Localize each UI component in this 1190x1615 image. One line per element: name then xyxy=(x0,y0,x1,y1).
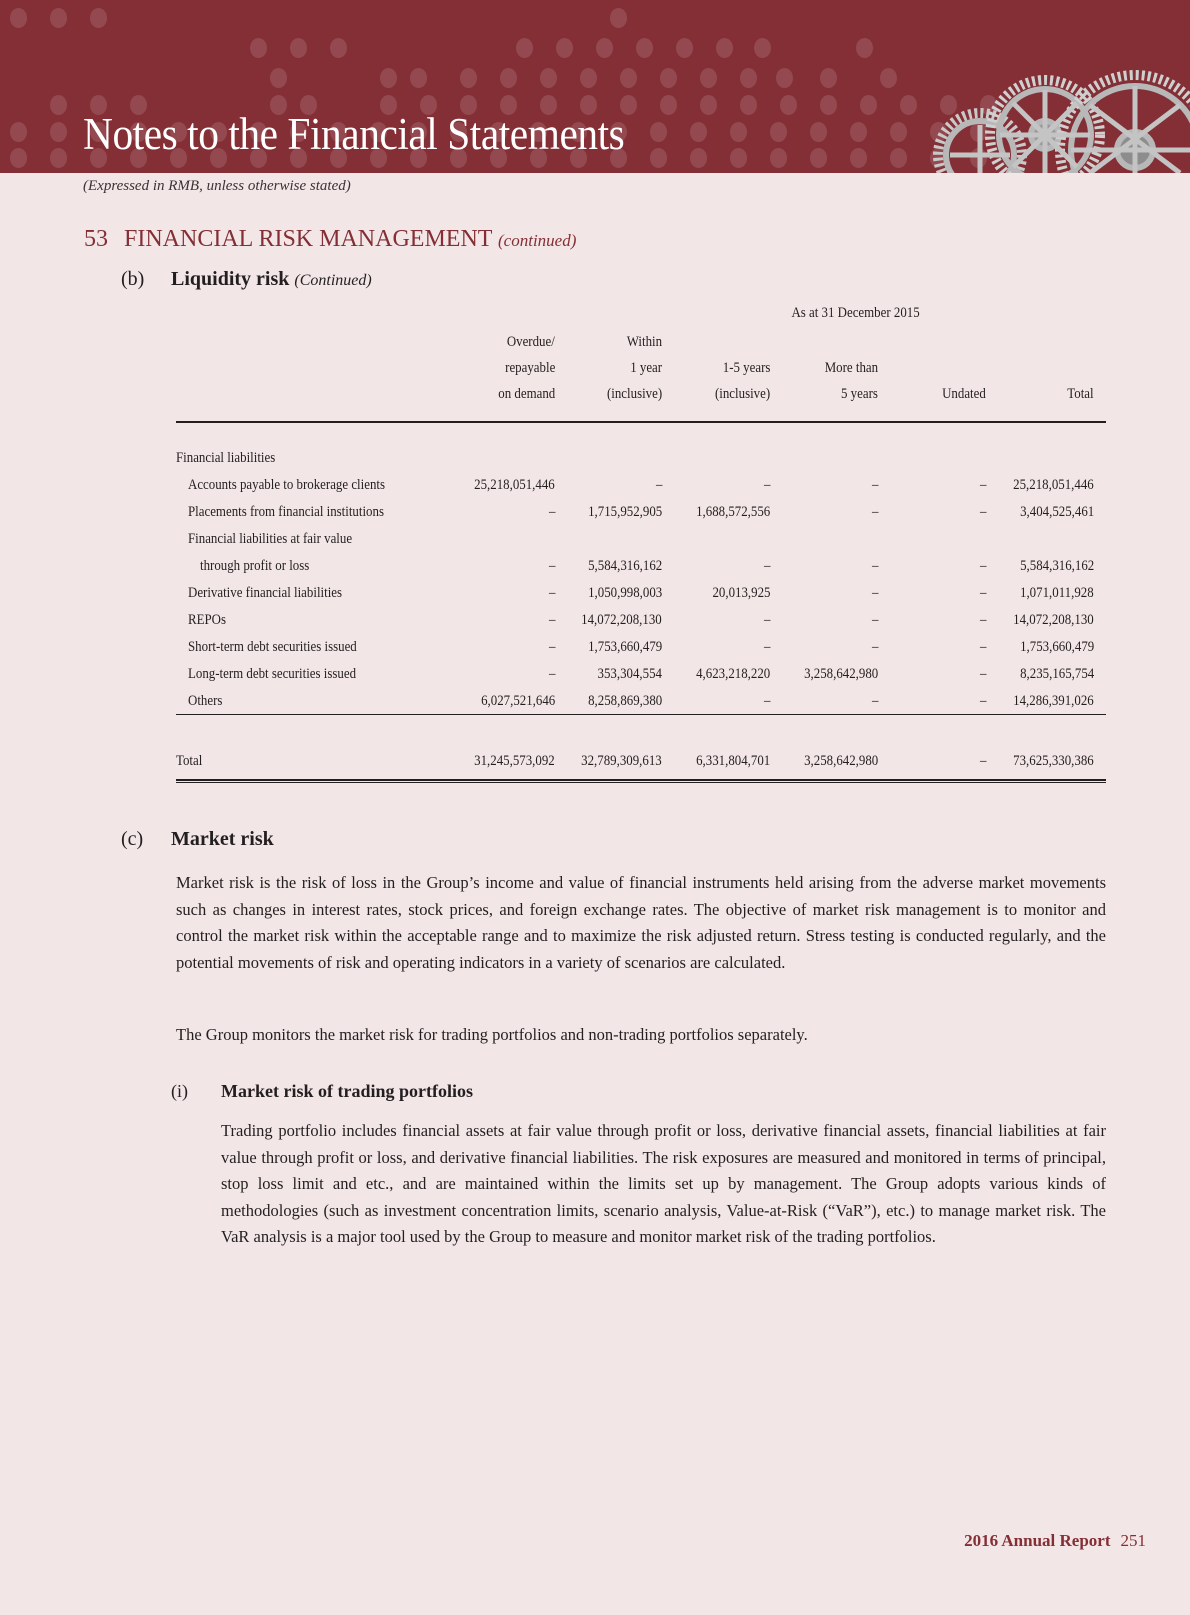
decorative-dot xyxy=(770,148,787,168)
row-label-text: through profit or loss xyxy=(200,558,310,574)
cell-value: 3,258,642,980 xyxy=(803,753,878,769)
decorative-dot xyxy=(540,68,557,88)
group-label xyxy=(176,450,291,467)
cell-value: 6,331,804,701 xyxy=(695,753,770,769)
cell-value: – xyxy=(548,558,555,574)
decorative-dot xyxy=(730,122,747,142)
column-header-line xyxy=(706,381,770,407)
table-cell xyxy=(703,585,771,602)
cell-value: 31,245,573,092 xyxy=(474,753,555,769)
decorative-dot xyxy=(780,95,797,115)
subsection-c-heading xyxy=(121,828,274,851)
cell-value: – xyxy=(979,477,986,493)
decorative-dot xyxy=(500,68,517,88)
period-text: As at 31 December 2015 xyxy=(791,305,921,321)
column-header-line xyxy=(715,355,770,381)
table-cell xyxy=(871,504,879,521)
table-cell xyxy=(461,753,555,770)
table-period xyxy=(706,305,1006,322)
table-cell xyxy=(979,558,987,575)
table-cell xyxy=(1008,666,1094,683)
cell-value: – xyxy=(763,693,770,709)
decorative-dot xyxy=(856,38,873,58)
decorative-dot xyxy=(620,68,637,88)
decorative-dot xyxy=(690,122,707,142)
table-row xyxy=(176,585,1106,611)
column-header-line xyxy=(489,381,555,407)
decorative-dot xyxy=(850,148,867,168)
column-header-text: repayable xyxy=(504,360,555,376)
decorative-dot xyxy=(676,38,693,58)
cell-value: – xyxy=(979,753,986,769)
section-title: FINANCIAL RISK MANAGEMENT xyxy=(124,226,493,252)
table-cell xyxy=(548,504,556,521)
table-cell xyxy=(979,753,987,770)
table-cell xyxy=(871,585,879,602)
decorative-dot xyxy=(610,8,627,28)
row-label xyxy=(188,531,379,548)
decorative-dot xyxy=(460,68,477,88)
table-cell xyxy=(576,558,662,575)
table-row xyxy=(176,666,1106,692)
cell-value: – xyxy=(871,504,878,520)
cell-value: 20,013,925 xyxy=(711,585,770,601)
row-label xyxy=(188,585,367,602)
decorative-dot xyxy=(290,38,307,58)
table-cell xyxy=(548,585,556,602)
decorative-dot xyxy=(880,68,897,88)
table-cell xyxy=(469,693,555,710)
trading-portfolio-paragraph: Trading portfolio includes financial assets at fair value through profit or loss, derivative financial assets, financial liabilities at fair value through profit or loss, and derivative financial liabilities. The risk exposures are measured and monitored in terms of principal, stop loss limit and etc., and are maintained within the limits set up by management. The Group adopts various kinds of methodologies (such as investment concentration limits, scenario analysis, Value-at-Risk (“VaR”), etc.) to manage market risk. The VaR analysis is a major tool used by the Group to measure and monitor market risk of the trading portfolios. xyxy=(221,1121,1106,1246)
column-header-text: Overdue/ xyxy=(507,334,555,350)
column-header-line xyxy=(499,329,555,355)
gears-icon xyxy=(910,40,1190,173)
decorative-dot xyxy=(820,95,837,115)
section-number: 53 xyxy=(84,226,108,252)
table-cell xyxy=(548,666,556,683)
decorative-dot xyxy=(380,68,397,88)
column-header-text: on demand xyxy=(498,386,555,402)
column-header-line xyxy=(598,381,662,407)
table-cell xyxy=(979,666,987,683)
decorative-dot xyxy=(50,95,67,115)
row-label xyxy=(188,639,384,656)
table-cell xyxy=(684,666,770,683)
table-cell xyxy=(871,558,879,575)
decorative-dot xyxy=(50,122,67,142)
table-cell xyxy=(576,693,662,710)
market-risk-paragraph: Market risk is the risk of loss in the Group’s income and value of financial instruments held arising from the adverse market movements such as changes in interest rates, stock prices, and foreign exchange rates. The objective of market risk management is to monitor and control the market risk within the acceptable range and to maximize the risk adjusted return. Stress testing is conducted regularly, and the potential movements of risk and operating indicators in a variety of scenarios are calculated. xyxy=(176,873,1106,972)
decorative-dot xyxy=(90,8,107,28)
row-label-text: Long-term debt securities issued xyxy=(188,666,357,682)
row-label-text: Short-term debt securities issued xyxy=(188,639,357,655)
table-cell xyxy=(763,477,771,494)
table-row xyxy=(176,639,1106,665)
row-label xyxy=(188,612,232,629)
report-title: 2016 Annual Report xyxy=(964,1531,1111,1550)
row-label-text: Others xyxy=(188,693,223,709)
cell-value: 1,071,011,928 xyxy=(1020,585,1094,601)
decorative-dot xyxy=(740,68,757,88)
decorative-dot xyxy=(636,38,653,58)
table-row xyxy=(176,612,1106,638)
table-cell xyxy=(684,753,770,770)
table-cell xyxy=(548,612,556,629)
table-cell xyxy=(568,612,662,629)
cell-value: – xyxy=(548,585,555,601)
page-banner xyxy=(0,0,1190,173)
decorative-dot xyxy=(810,122,827,142)
cell-value: – xyxy=(871,558,878,574)
table-cell xyxy=(979,585,987,602)
row-label xyxy=(176,753,207,770)
decorative-dot xyxy=(890,148,907,168)
table-cell xyxy=(548,558,556,575)
table-cell xyxy=(979,639,987,656)
subsection-b-heading xyxy=(121,268,372,291)
cell-value: 1,753,660,479 xyxy=(587,639,662,655)
cell-value: 6,027,521,646 xyxy=(480,693,555,709)
cell-value: – xyxy=(655,477,662,493)
table-cell xyxy=(871,639,879,656)
cell-value: – xyxy=(548,666,555,682)
decorative-dot xyxy=(890,122,907,142)
decorative-dot xyxy=(580,68,597,88)
cell-value: 1,753,660,479 xyxy=(1019,639,1094,655)
cell-value: – xyxy=(979,693,986,709)
column-header-text: Within xyxy=(626,334,662,350)
cell-value: 25,218,051,446 xyxy=(1013,477,1094,493)
cell-value: – xyxy=(979,666,986,682)
cell-value: 25,218,051,446 xyxy=(474,477,555,493)
table-cell xyxy=(587,666,662,683)
table-row xyxy=(176,477,1106,503)
table-cell xyxy=(871,477,879,494)
table-cell xyxy=(792,753,878,770)
cell-value: – xyxy=(871,477,878,493)
table-cell xyxy=(548,639,556,656)
cell-value: 4,623,218,220 xyxy=(695,666,770,682)
cell-value: 32,789,309,613 xyxy=(581,753,662,769)
table-cell xyxy=(979,504,987,521)
table-cell xyxy=(871,612,879,629)
column-header-text: 5 years xyxy=(841,386,878,402)
table-cell xyxy=(1000,753,1094,770)
column-header-text: 1-5 years xyxy=(722,360,770,376)
decorative-dot xyxy=(410,68,427,88)
cell-value: 5,584,316,162 xyxy=(587,558,662,574)
cell-value: – xyxy=(871,612,878,628)
subsection-b-title: Liquidity risk xyxy=(171,268,290,290)
decorative-dot xyxy=(330,38,347,58)
decorative-dot xyxy=(660,68,677,88)
decorative-dot xyxy=(860,95,877,115)
decorative-dot xyxy=(850,122,867,142)
row-label xyxy=(188,693,228,710)
row-label-text: Financial liabilities at fair value xyxy=(188,531,353,547)
page-footer xyxy=(964,1531,1146,1551)
table-cell xyxy=(576,504,662,521)
table-cell xyxy=(792,666,878,683)
row-label-text: Placements from financial institutions xyxy=(188,504,384,520)
table-group-label xyxy=(176,450,1106,476)
decorative-dot xyxy=(516,38,533,58)
decorative-dot xyxy=(820,68,837,88)
decorative-dot xyxy=(660,95,677,115)
decorative-dot xyxy=(810,148,827,168)
decorative-dot xyxy=(10,122,27,142)
decorative-dot xyxy=(740,95,757,115)
cell-value: 1,715,952,905 xyxy=(587,504,662,520)
table-cell xyxy=(684,504,770,521)
table-cell xyxy=(1008,558,1094,575)
row-label-text: Derivative financial liabilities xyxy=(188,585,343,601)
table-cell xyxy=(871,693,879,710)
table-cell xyxy=(1008,639,1094,656)
table-row xyxy=(176,504,1106,530)
table-cell xyxy=(979,693,987,710)
cell-value: 8,235,165,754 xyxy=(1019,666,1094,682)
column-header-line xyxy=(1063,381,1094,407)
cell-value: – xyxy=(548,612,555,628)
column-header-text: (inclusive) xyxy=(606,386,662,402)
cell-value: 1,050,998,003 xyxy=(587,585,662,601)
subsection-c-label: (c) xyxy=(121,828,144,850)
decorative-dot xyxy=(10,148,27,168)
cell-value: – xyxy=(979,612,986,628)
decorative-dot xyxy=(650,148,667,168)
page-title: Notes to the Financial Statements xyxy=(83,109,625,159)
decorative-dot xyxy=(50,8,67,28)
decorative-dot xyxy=(754,38,771,58)
decorative-dot xyxy=(770,122,787,142)
decorative-dot xyxy=(650,122,667,142)
section-heading xyxy=(84,226,576,253)
decorative-dot xyxy=(270,68,287,88)
row-label xyxy=(188,504,416,521)
row-label xyxy=(188,666,383,683)
column-header-text: More than xyxy=(824,360,878,376)
decorative-dot xyxy=(700,68,717,88)
subsection-c-i-label: (i) xyxy=(171,1081,188,1101)
cell-value: – xyxy=(763,558,770,574)
column-header-line xyxy=(625,355,662,381)
header-rule xyxy=(176,421,1106,423)
cell-value: – xyxy=(871,693,878,709)
page-number: 251 xyxy=(1120,1531,1146,1550)
table-cell xyxy=(1000,477,1094,494)
monitoring-paragraph: The Group monitors the market risk for trading portfolios and non-trading portfolios separately. xyxy=(176,1025,808,1044)
cell-value: – xyxy=(871,639,878,655)
cell-value: 3,404,525,461 xyxy=(1019,504,1094,520)
column-header-line xyxy=(497,355,555,381)
table-cell xyxy=(1008,504,1094,521)
total-row xyxy=(176,753,1106,779)
table-cell xyxy=(1000,693,1094,710)
cell-value: 14,072,208,130 xyxy=(581,612,662,628)
column-header-text: 1 year xyxy=(630,360,662,376)
cell-value: – xyxy=(548,504,555,520)
decorative-dot xyxy=(716,38,733,58)
total-rule-1 xyxy=(176,779,1106,781)
table-row xyxy=(176,531,1106,557)
cell-value: – xyxy=(979,558,986,574)
total-rule-2 xyxy=(176,782,1106,783)
cell-value: – xyxy=(548,639,555,655)
row-label xyxy=(200,558,327,575)
decorative-dot xyxy=(776,68,793,88)
table-cell xyxy=(576,585,662,602)
section-continued: (continued) xyxy=(498,231,577,250)
table-cell xyxy=(568,753,662,770)
subsection-c-i-heading xyxy=(171,1081,473,1102)
cell-value: 14,072,208,130 xyxy=(1013,612,1094,628)
decorative-dot xyxy=(596,38,613,58)
cell-value: – xyxy=(979,639,986,655)
cell-value: – xyxy=(979,504,986,520)
decorative-dot xyxy=(556,38,573,58)
cell-value: 73,625,330,386 xyxy=(1013,753,1094,769)
table-cell xyxy=(1000,612,1094,629)
cell-value: 8,258,869,380 xyxy=(587,693,662,709)
row-label-text: Total xyxy=(176,753,203,769)
table-cell xyxy=(763,558,771,575)
group-label-text: Financial liabilities xyxy=(176,450,276,466)
column-header-line xyxy=(621,329,662,355)
row-label-text: REPOs xyxy=(188,612,227,628)
table-row xyxy=(176,558,1106,584)
cell-value: 3,258,642,980 xyxy=(803,666,878,682)
decorative-dot xyxy=(10,8,27,28)
table-cell xyxy=(576,639,662,656)
subsection-c-title: Market risk xyxy=(171,828,274,850)
cell-value: 14,286,391,026 xyxy=(1013,693,1094,709)
table-cell xyxy=(763,612,771,629)
table-cell xyxy=(763,639,771,656)
decorative-dot xyxy=(730,148,747,168)
row-label-text: Accounts payable to brokerage clients xyxy=(188,477,386,493)
cell-value: – xyxy=(763,477,770,493)
cell-value: 1,688,572,556 xyxy=(695,504,770,520)
table-cell xyxy=(655,477,663,494)
table-cell xyxy=(763,693,771,710)
row-label xyxy=(188,477,417,494)
decorative-dot xyxy=(50,148,67,168)
subtotal-rule xyxy=(176,714,1106,715)
cell-value: – xyxy=(871,585,878,601)
column-header-text: (inclusive) xyxy=(714,386,770,402)
cell-value: 353,304,554 xyxy=(597,666,662,682)
table-cell xyxy=(979,612,987,629)
column-header-text: Total xyxy=(1067,386,1094,402)
decorative-dot xyxy=(250,38,267,58)
cell-value: – xyxy=(763,612,770,628)
table-cell xyxy=(979,477,987,494)
column-header-line xyxy=(935,381,986,407)
table-cell xyxy=(461,477,555,494)
subsection-b-continued: (Continued) xyxy=(294,272,372,289)
decorative-dot xyxy=(690,148,707,168)
subsection-c-i-title: Market risk of trading portfolios xyxy=(221,1081,473,1101)
column-header-line xyxy=(816,355,878,381)
decorative-dot xyxy=(700,95,717,115)
column-header-text: Undated xyxy=(942,386,986,402)
currency-note: (Expressed in RMB, unless otherwise stated) xyxy=(83,178,351,194)
subsection-b-label: (b) xyxy=(121,268,145,290)
cell-value: – xyxy=(763,639,770,655)
table-row xyxy=(176,693,1106,719)
cell-value: 5,584,316,162 xyxy=(1019,558,1094,574)
table-cell xyxy=(1008,585,1094,602)
cell-value: – xyxy=(979,585,986,601)
column-header-line xyxy=(835,381,878,407)
